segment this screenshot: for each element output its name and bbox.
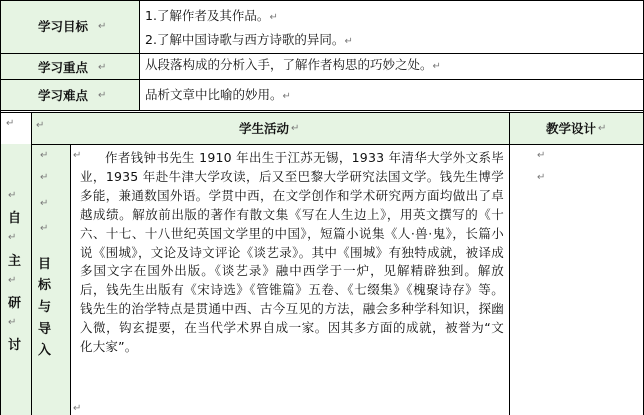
mid-col-divider [70, 144, 71, 415]
difficulty-label: 学习难点 [38, 88, 89, 103]
mid-vertical-char: 导 [38, 322, 52, 337]
key-point-label: 学习重点 [38, 60, 89, 75]
objective-item-1: 1.了解作者及其作品。↵ [145, 8, 278, 23]
paragraph-mark: ↵ [537, 172, 546, 183]
paragraph-mark: ↵ [8, 275, 17, 286]
teaching-design-header: 教学设计 [546, 121, 597, 136]
student-activity-header: 学生活动 [239, 121, 290, 136]
mid-vertical-char: 标 [38, 278, 52, 293]
paragraph-mark: ↵ [6, 118, 15, 129]
paragraph-mark: ↵ [537, 150, 546, 161]
left-col-divider [31, 112, 32, 415]
row-divider-2 [0, 79, 644, 80]
paragraph-mark: ↵ [40, 223, 49, 234]
objectives-label: 学习目标 [38, 19, 89, 34]
paragraph-mark: ↵ [98, 21, 107, 32]
paragraph-mark: ↵ [40, 150, 49, 161]
left-vertical-char: 主 [8, 254, 22, 269]
mid-vertical-char: 入 [38, 343, 52, 358]
paragraph-mark: ↵ [98, 90, 107, 101]
paragraph-mark: ↵ [8, 317, 17, 328]
border-left [0, 0, 1, 415]
key-point-text: 从段落构成的分析入手，了解作者构思的巧妙之处。↵ [145, 57, 441, 72]
paragraph-mark: ↵ [598, 123, 607, 134]
border-top [0, 0, 644, 1]
paragraph-mark: ↵ [36, 120, 45, 131]
paragraph-mark: ↵ [8, 190, 17, 201]
paragraph-mark: ↵ [98, 62, 107, 73]
author-introduction-paragraph: 作者钱钟书先生 1910 年出生于江苏无锡，1933 年清华大学外文系毕业，1935 年赴牛津大学攻读，后又至巴黎大学研究法国文学。钱先生博学多能，兼通数国外语。学贯中西，在文学创作和学术研究两方面均做出了卓越成绩。解放前出版的著作有散文集《写在人生边上》，用英文撰写的《十六、十七、十八世纪英国文学里的中国》，短篇小说集《人·兽·鬼》，长篇小说《围城》，文论及诗文评论《谈艺录》。其中《围城》有独特成就，被译成多国文字在国外出版。《谈艺录》融中西学于一炉，见解精辟独到。解放后，钱先生出版有《宋诗选》《管锥篇》五卷、《七缀集》《槐聚诗存》等。钱先生的治学特点是贯通中西、古今互见的方法，融会多种学科知识，探幽入微，钩玄提要，在当代学术界自成一家。因其多方面的成就，被誉为“文化大家”。 [80, 150, 504, 355]
design-col-divider [509, 112, 510, 415]
paragraph-mark: ↵ [8, 232, 17, 243]
header-bottom [31, 144, 644, 145]
objective-item-2: 2.了解中国诗歌与西方诗歌的异同。↵ [145, 32, 353, 47]
paragraph-mark: ↵ [40, 172, 49, 183]
row-divider-3b [0, 112, 644, 113]
row-divider-3 [0, 110, 644, 111]
paragraph-mark: ↵ [40, 198, 49, 209]
row-divider-1 [0, 53, 644, 54]
paragraph-mark: ↵ [291, 123, 300, 134]
paragraph-mark: ↵ [73, 403, 82, 414]
label-col-divider [139, 0, 140, 111]
mid-vertical-char: 与 [38, 300, 52, 315]
left-vertical-char: 研 [8, 296, 22, 311]
left-vertical-char: 自 [8, 211, 22, 226]
paragraph-mark: ↵ [73, 150, 82, 161]
difficulty-text: 品析文章中比喻的妙用。↵ [145, 87, 291, 102]
left-vertical-char: 讨 [8, 338, 22, 353]
mid-vertical-char: 目 [38, 257, 52, 272]
